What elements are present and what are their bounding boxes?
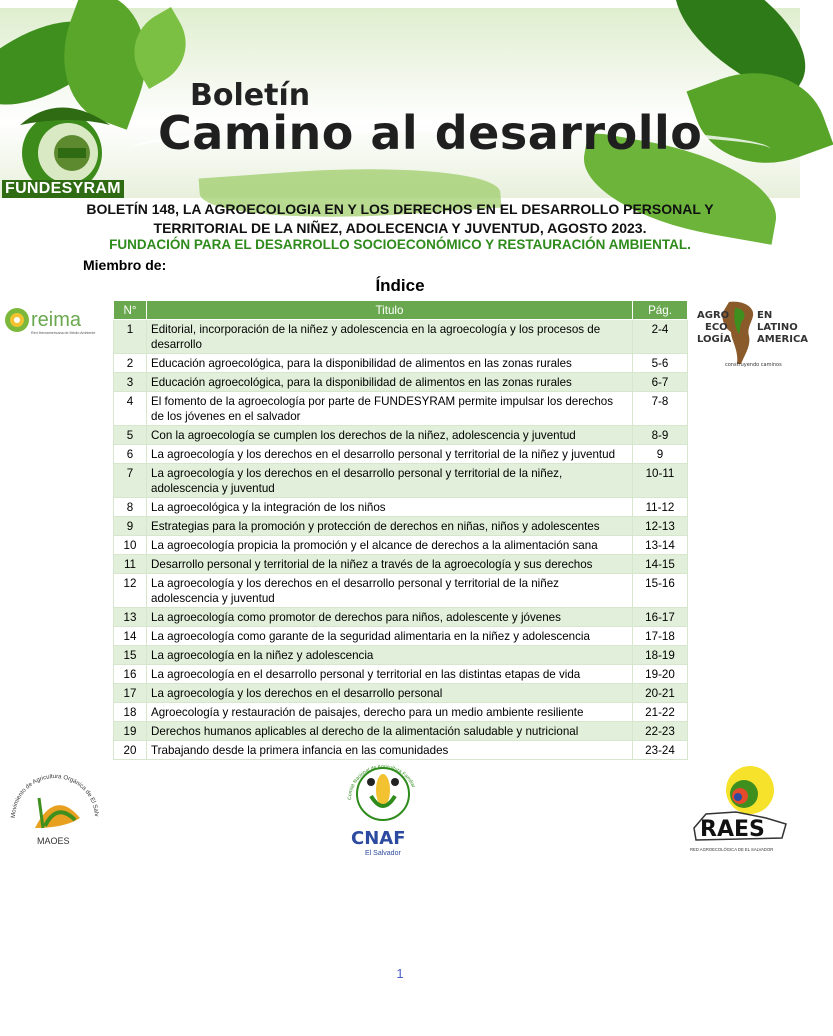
page-number: 1: [396, 966, 404, 981]
table-row: [114, 703, 688, 722]
row-title: Estrategias para la promoción y protección de derechos en niñas, niños y adolescentes: [147, 517, 633, 536]
table-row: [114, 555, 688, 574]
row-number: 15: [114, 646, 147, 665]
table-row: [114, 426, 688, 445]
row-number: 19: [114, 722, 147, 741]
bulletin-title-line1: BOLETÍN 148, LA AGROECOLOGIA EN Y LOS DERECHOS EN EL DESARROLLO PERSONAL Y: [86, 201, 714, 217]
raes-logo: [686, 762, 792, 854]
row-number: 16: [114, 665, 147, 684]
reima-logo: [3, 304, 109, 336]
cnaf-logo-text: CNAF: [351, 828, 406, 849]
table-row: [114, 517, 688, 536]
row-page: 13-14: [633, 536, 688, 555]
agro-line4: EN: [757, 310, 773, 321]
row-title: La agroecología y los derechos en el desarrollo personal: [147, 684, 633, 703]
row-page: 21-22: [633, 703, 688, 722]
row-page: 7-8: [633, 392, 688, 426]
table-row: [114, 684, 688, 703]
row-number: 10: [114, 536, 147, 555]
table-row: [114, 741, 688, 760]
row-page: 2-4: [633, 320, 688, 354]
row-title: La agroecología en la niñez y adolescencia: [147, 646, 633, 665]
fundesyram-logo-text: FUNDESYRAM: [2, 180, 124, 198]
row-title: Editorial, incorporación de la niñez y adolescencia en la agroecología y los procesos de desarrollo: [147, 320, 633, 354]
reima-logo-subtext: Red Iberoamericana de Medio Ambiente: [31, 331, 96, 335]
index-heading: Índice: [375, 276, 425, 295]
table-row: [114, 373, 688, 392]
row-page: 10-11: [633, 464, 688, 498]
row-title: La agroecología en el desarrollo personal y territorial en las distintas etapas de vida: [147, 665, 633, 684]
row-title: Derechos humanos aplicables al derecho de la alimentación saludable y nutricional: [147, 722, 633, 741]
member-of-label: Miembro de:: [83, 257, 167, 273]
raes-logo-text: RAES: [700, 817, 765, 842]
table-row: [114, 627, 688, 646]
row-number: 2: [114, 354, 147, 373]
agro-line5: LATINO: [757, 322, 798, 333]
row-title: La agroecológica y la integración de los niños: [147, 498, 633, 517]
reima-logo-text: reima: [31, 309, 82, 331]
table-row: [114, 646, 688, 665]
banner-title: Camino al desarrollo: [158, 106, 703, 160]
row-page: 17-18: [633, 627, 688, 646]
row-page: 5-6: [633, 354, 688, 373]
row-number: 12: [114, 574, 147, 608]
table-row: [114, 536, 688, 555]
row-number: 18: [114, 703, 147, 722]
row-title: Trabajando desde la primera infancia en las comunidades: [147, 741, 633, 760]
table-row: [114, 464, 688, 498]
row-page: 20-21: [633, 684, 688, 703]
row-number: 13: [114, 608, 147, 627]
table-row: [114, 354, 688, 373]
agro-line2: ECO: [705, 322, 728, 333]
row-title: Desarrollo personal y territorial de la niñez a través de la agroecología y sus derechos: [147, 555, 633, 574]
row-title: La agroecología propicia la promoción y el alcance de derechos a la alimentación sana: [147, 536, 633, 555]
row-title: La agroecología como garante de la seguridad alimentaria en la niñez y adolescencia: [147, 627, 633, 646]
organization-name: FUNDACIÓN PARA EL DESARROLLO SOCIOECONÓMICO Y RESTAURACIÓN AMBIENTAL.: [109, 237, 691, 252]
table-row: [114, 608, 688, 627]
table-row: [114, 574, 688, 608]
agro-line1: AGRO: [697, 310, 730, 321]
row-number: 5: [114, 426, 147, 445]
table-row: [114, 320, 688, 354]
row-number: 8: [114, 498, 147, 517]
row-number: 14: [114, 627, 147, 646]
column-header-title: Titulo: [147, 301, 633, 320]
table-row: [114, 665, 688, 684]
bulletin-title: [60, 200, 740, 238]
row-page: 16-17: [633, 608, 688, 627]
row-number: 6: [114, 445, 147, 464]
raes-logo-subtext: RED AGROECOLÓGICA DE EL SALVADOR: [690, 847, 774, 852]
cnaf-arc-text: Comité Nacional de Agricultura Familiar: [346, 763, 417, 801]
row-number: 1: [114, 320, 147, 354]
row-title: Con la agroecología se cumplen los derechos de la niñez, adolescencia y juventud: [147, 426, 633, 445]
table-row: [114, 392, 688, 426]
row-page: 14-15: [633, 555, 688, 574]
banner-subtitle: Boletín: [190, 78, 311, 113]
cnaf-logo: [343, 760, 423, 860]
row-page: 8-9: [633, 426, 688, 445]
agroecologia-latinoamerica-logo: [695, 298, 809, 370]
maoes-logo-text: MAOES: [37, 836, 70, 846]
row-page: 12-13: [633, 517, 688, 536]
row-page: 19-20: [633, 665, 688, 684]
row-page: 11-12: [633, 498, 688, 517]
row-number: 9: [114, 517, 147, 536]
maoes-arc-text: Movimiento de Agricultura Orgánica de El Salv: [10, 773, 99, 819]
row-title: Agroecología y restauración de paisajes, derecho para un medio ambiente resiliente: [147, 703, 633, 722]
row-title: La agroecología y los derechos en el desarrollo personal y territorial de la niñez y juventud: [147, 445, 633, 464]
table-row: [114, 445, 688, 464]
row-title: Educación agroecológica, para la disponibilidad de alimentos en las zonas rurales: [147, 373, 633, 392]
agro-line3: LOGÍA: [697, 334, 732, 345]
agro-subtext: construyendo caminos: [725, 362, 782, 368]
row-title: El fomento de la agroecología por parte de FUNDESYRAM permite impulsar los derechos de los jóvenes en el salvador: [147, 392, 633, 426]
bulletin-title-line2: TERRITORIAL DE LA NIÑEZ, ADOLECENCIA Y JUVENTUD, AGOSTO 2023.: [153, 220, 647, 236]
row-title: La agroecología y los derechos en el desarrollo personal y territorial de la niñez, adolescencia y juventud: [147, 464, 633, 498]
maoes-logo: [5, 758, 105, 848]
row-number: 20: [114, 741, 147, 760]
row-number: 4: [114, 392, 147, 426]
agro-line6: AMERICA: [757, 334, 809, 345]
cnaf-logo-subtext: El Salvador: [365, 850, 401, 857]
table-row: [114, 722, 688, 741]
row-page: 23-24: [633, 741, 688, 760]
row-page: 9: [633, 445, 688, 464]
index-table: [113, 300, 688, 760]
row-page: 15-16: [633, 574, 688, 608]
row-title: La agroecología y los derechos en el desarrollo personal y territorial de la niñez adolescencia y juventud: [147, 574, 633, 608]
row-number: 11: [114, 555, 147, 574]
row-number: 7: [114, 464, 147, 498]
row-page: 18-19: [633, 646, 688, 665]
row-page: 22-23: [633, 722, 688, 741]
row-page: 6-7: [633, 373, 688, 392]
table-row: [114, 498, 688, 517]
row-number: 17: [114, 684, 147, 703]
column-header-page: Pág.: [633, 301, 688, 320]
column-header-number: N°: [114, 301, 147, 320]
row-title: La agroecología como promotor de derechos para niños, adolescente y jóvenes: [147, 608, 633, 627]
table-header-row: [114, 301, 688, 320]
row-title: Educación agroecológica, para la disponibilidad de alimentos en las zonas rurales: [147, 354, 633, 373]
row-number: 3: [114, 373, 147, 392]
